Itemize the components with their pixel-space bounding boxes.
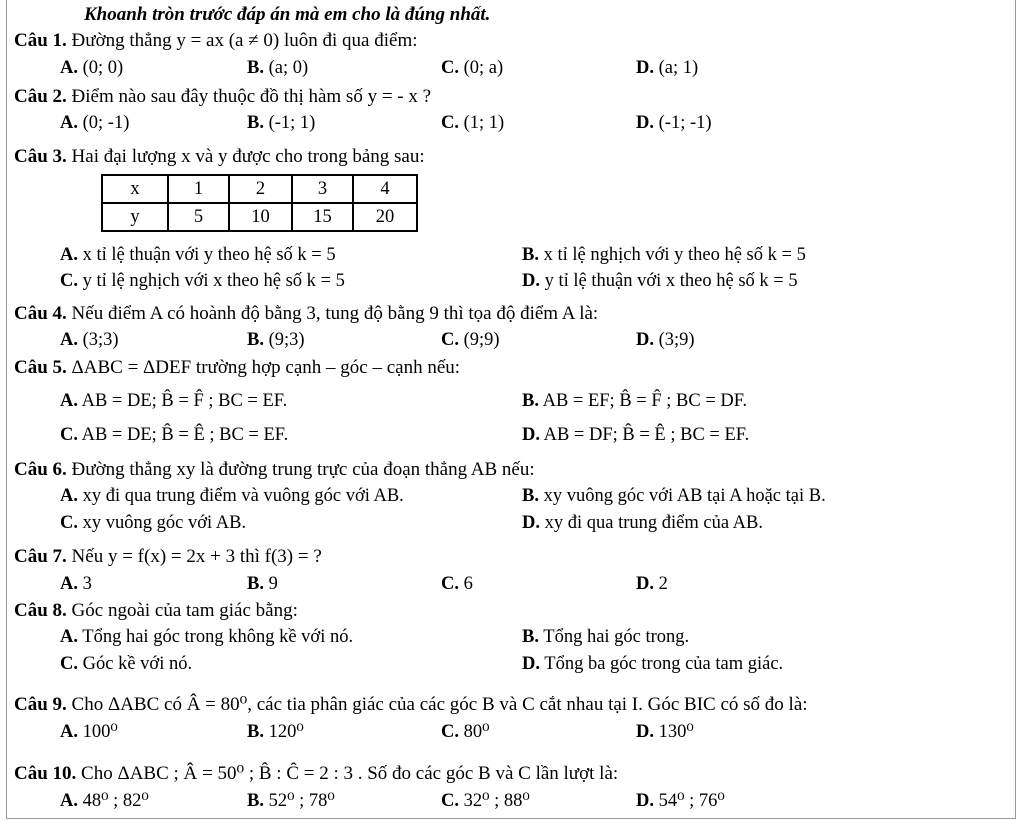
question-9: Câu 9. Cho ΔABC có Â = 80⁰, các tia phân giác của các góc B và C cắt nhau tại I. Góc BIC có số đo là:: [14, 694, 808, 715]
question-8: Câu 8. Góc ngoài của tam giác bằng:: [14, 600, 298, 621]
option-9d[interactable]: D. 130⁰: [636, 722, 694, 742]
option-4c[interactable]: C. (9;9): [441, 330, 500, 350]
option-5a[interactable]: A. AB = DE; B̂ = F̂ ; BC = EF.: [60, 391, 288, 411]
option-2b[interactable]: B. (-1; 1): [247, 113, 316, 133]
option-6c[interactable]: C. xy vuông góc với AB.: [60, 513, 247, 533]
option-10a[interactable]: A. 48⁰ ; 82⁰: [60, 791, 149, 811]
xy-value-table: [101, 174, 418, 232]
table-cell: 20: [353, 203, 417, 231]
option-7d[interactable]: D. 2: [636, 574, 668, 594]
option-5d[interactable]: D. AB = DF; B̂ = Ê ; BC = EF.: [522, 425, 750, 445]
table-row: [102, 175, 417, 203]
option-2d[interactable]: D. (-1; -1): [636, 113, 712, 133]
option-1b[interactable]: B. (a; 0): [247, 58, 309, 78]
question-3: Câu 3. Hai đại lượng x và y được cho trong bảng sau:: [14, 146, 425, 167]
option-10d[interactable]: D. 54⁰ ; 76⁰: [636, 791, 725, 811]
option-7c[interactable]: C. 6: [441, 574, 473, 594]
option-7b[interactable]: B. 9: [247, 574, 278, 594]
option-8d[interactable]: D. Tổng ba góc trong của tam giác.: [522, 654, 784, 674]
option-9a[interactable]: A. 100⁰: [60, 722, 118, 742]
worksheet-title: Khoanh tròn trước đáp án mà em cho là đúng nhất.: [84, 4, 491, 25]
option-3b[interactable]: B. x tỉ lệ nghịch với y theo hệ số k = 5: [522, 245, 806, 265]
option-10b[interactable]: B. 52⁰ ; 78⁰: [247, 791, 335, 811]
option-2c[interactable]: C. (1; 1): [441, 113, 505, 133]
table-cell: 2: [229, 175, 292, 203]
option-8a[interactable]: A. Tổng hai góc trong không kề với nó.: [60, 627, 354, 647]
question-label: Câu 1.: [14, 30, 67, 51]
question-2: Câu 2. Điểm nào sau đây thuộc đồ thị hàm số y = - x ?: [14, 86, 432, 107]
option-2a[interactable]: A. (0; -1): [60, 113, 130, 133]
option-5c[interactable]: C. AB = DE; B̂ = Ê ; BC = EF.: [60, 425, 289, 445]
question-1: [14, 30, 418, 52]
option-6a[interactable]: A. xy đi qua trung điểm và vuông góc với AB.: [60, 486, 404, 506]
question-6: Câu 6. Đường thẳng xy là đường trung trực của đoạn thẳng AB nếu:: [14, 459, 535, 480]
question-5: Câu 5. ΔABC = ΔDEF trường hợp cạnh – góc – cạnh nếu:: [14, 357, 461, 378]
table-cell: 5: [168, 203, 229, 231]
question-10: Câu 10. Cho ΔABC ; Â = 50⁰ ; B̂ : Ĉ = 2 : 3 . Số đo các góc B và C lần lượt là:: [14, 763, 619, 784]
option-3c[interactable]: C. y tỉ lệ nghịch với x theo hệ số k = 5: [60, 271, 345, 291]
table-cell: 10: [229, 203, 292, 231]
table-cell: 1: [168, 175, 229, 203]
table-row: [102, 203, 417, 231]
option-9c[interactable]: C. 80⁰: [441, 722, 490, 742]
option-5b[interactable]: B. AB = EF; B̂ = F̂ ; BC = DF.: [522, 391, 748, 411]
table-cell: 3: [292, 175, 353, 203]
option-1a[interactable]: A. (0; 0): [60, 58, 124, 78]
option-1d[interactable]: D. (a; 1): [636, 58, 699, 78]
question-4: Câu 4. Nếu điểm A có hoành độ bằng 3, tung độ bằng 9 thì tọa độ điểm A là:: [14, 303, 599, 324]
question-text: Đường thẳng y = ax (a ≠ 0) luôn đi qua điểm:: [71, 30, 418, 51]
question-7: Câu 7. Nếu y = f(x) = 2x + 3 thì f(3) = ?: [14, 546, 322, 567]
table-cell: y: [102, 203, 168, 231]
option-8c[interactable]: C. Góc kề với nó.: [60, 654, 193, 674]
option-1c[interactable]: C. (0; a): [441, 58, 504, 78]
table-cell: 4: [353, 175, 417, 203]
option-3d[interactable]: D. y tỉ lệ thuận với x theo hệ số k = 5: [522, 271, 798, 291]
option-4d[interactable]: D. (3;9): [636, 330, 695, 350]
option-4b[interactable]: B. (9;3): [247, 330, 305, 350]
option-8b[interactable]: B. Tổng hai góc trong.: [522, 627, 690, 647]
option-7a[interactable]: A. 3: [60, 574, 92, 594]
option-3a[interactable]: A. x tỉ lệ thuận với y theo hệ số k = 5: [60, 245, 336, 265]
option-6d[interactable]: D. xy đi qua trung điểm của AB.: [522, 513, 763, 533]
table-cell: x: [102, 175, 168, 203]
table-cell: 15: [292, 203, 353, 231]
option-4a[interactable]: A. (3;3): [60, 330, 119, 350]
option-6b[interactable]: B. xy vuông góc với AB tại A hoặc tại B.: [522, 486, 826, 506]
option-9b[interactable]: B. 120⁰: [247, 722, 304, 742]
option-10c[interactable]: C. 32⁰ ; 88⁰: [441, 791, 530, 811]
